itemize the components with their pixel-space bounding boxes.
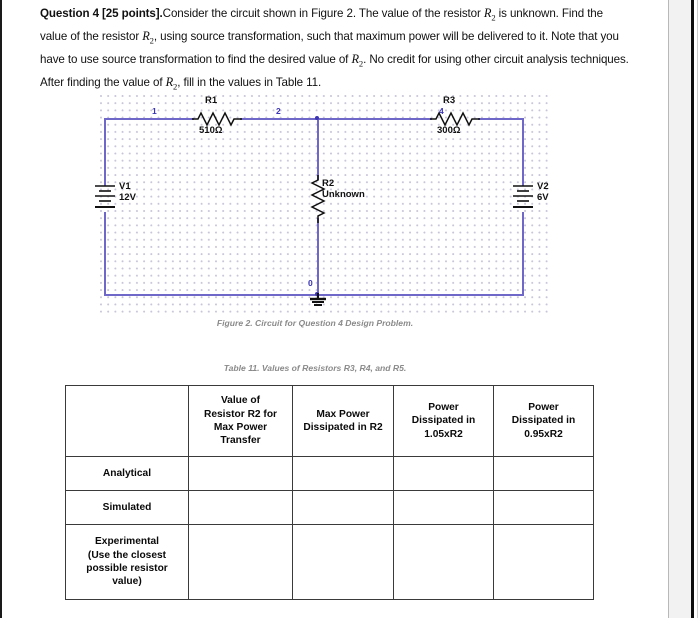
cell-experimental-value-r2[interactable]	[189, 525, 293, 600]
page-border-far-right	[697, 0, 698, 618]
cell-analytical-power-095[interactable]	[494, 457, 594, 491]
variable-r2-4: $R_2$	[165, 75, 178, 92]
question-body-4: . No credit for using other circuit analysis techniques. After finding the value of	[40, 53, 629, 90]
question-paragraph	[40, 4, 630, 96]
resistor-r3-name: R3	[443, 95, 456, 106]
header-line: Power	[428, 401, 459, 413]
header-line: Value of	[220, 395, 261, 407]
wire-middle-lower	[317, 218, 319, 296]
cell-simulated-power-095[interactable]	[494, 491, 594, 525]
table-corner-cell	[66, 386, 189, 457]
node-label-4: 4	[439, 106, 444, 116]
variable-r2-2: $R_2$	[142, 29, 154, 46]
row-label-line: value)	[112, 576, 142, 588]
cell-analytical-power-105[interactable]	[394, 457, 494, 491]
voltage-source-v1-symbol	[92, 183, 118, 215]
table-row	[66, 491, 594, 525]
wire-left-upper	[104, 118, 106, 186]
question-heading: Question 4 [25 points].	[40, 7, 163, 20]
cell-simulated-max-power[interactable]	[293, 491, 394, 525]
cell-experimental-max-power[interactable]	[293, 525, 394, 600]
table-header-power-095	[494, 386, 594, 457]
wire-top-right	[478, 118, 524, 120]
question-body-3: , using source transformation, such that maximum power will be delivered to it. Note that you have to use source transformation to find the desired value of	[40, 30, 619, 67]
row-label-line: possible resistor	[86, 563, 168, 574]
table-row	[66, 457, 594, 491]
question-body-2: is unknown. Find the value of the resistor	[40, 7, 604, 44]
voltage-source-v2-name: V2	[537, 181, 549, 192]
table-header-power-105	[394, 386, 494, 457]
header-line: Dissipated in	[411, 415, 476, 427]
row-label-line: Simulated	[102, 501, 152, 513]
page-border-right	[691, 0, 694, 618]
header-line: Dissipated in R2	[303, 422, 383, 433]
page-gutter	[669, 0, 691, 618]
header-line: 1.05xR2	[424, 428, 463, 440]
cell-experimental-power-095[interactable]	[494, 525, 594, 600]
row-label-analytical	[66, 457, 189, 491]
row-label-line: Analytical	[102, 467, 152, 479]
header-line: Max Power	[213, 422, 268, 433]
wire-top-left	[104, 118, 194, 120]
node-label-2: 2	[276, 106, 281, 116]
header-line: Max Power	[316, 408, 370, 420]
table-caption: Table 11. Values of Resistors R3, R4, and R5.	[223, 363, 407, 373]
resistor-r1-value: 510Ω	[199, 125, 223, 136]
row-label-line: Experimental	[95, 536, 159, 548]
voltage-source-v1-name: V1	[119, 181, 131, 192]
header-line: Power	[528, 401, 559, 413]
figure-caption: Figure 2. Circuit for Question 4 Design Problem.	[216, 318, 414, 328]
cell-analytical-max-power[interactable]	[293, 457, 394, 491]
cell-experimental-power-105[interactable]	[394, 525, 494, 600]
row-label-simulated	[66, 491, 189, 525]
variable-r2-3: $R_2$	[351, 52, 364, 69]
cell-analytical-value-r2[interactable]	[189, 457, 293, 491]
table-header-max-power	[293, 386, 394, 457]
cell-simulated-value-r2[interactable]	[189, 491, 293, 525]
junction-node-2	[315, 116, 319, 120]
wire-top-mid-left	[240, 118, 318, 120]
resistor-r2-name: R2	[322, 178, 335, 189]
ground-symbol	[306, 293, 330, 311]
results-table	[65, 385, 594, 600]
table-row	[66, 525, 594, 600]
header-line: 0.95xR2	[524, 428, 563, 440]
row-label-experimental	[66, 525, 189, 600]
resistor-r2-value: Unknown	[322, 189, 365, 200]
wire-middle-upper	[317, 118, 319, 180]
variable-r2-1: $R_2$	[483, 6, 496, 23]
wire-right-upper	[522, 118, 524, 186]
table-header-value-r2	[189, 386, 293, 457]
row-label-line: (Use the closest	[87, 549, 167, 561]
resistor-r1-name: R1	[205, 95, 218, 106]
header-line: Resistor R2 for	[203, 408, 278, 420]
cell-simulated-power-105[interactable]	[394, 491, 494, 525]
header-line: Dissipated in	[511, 415, 576, 427]
wire-left-lower	[104, 212, 106, 296]
voltage-source-v2-symbol	[510, 183, 536, 215]
results-table-wrapper	[65, 385, 594, 600]
question-body-5: , fill in the values in Table 11.	[177, 76, 322, 90]
resistor-r3-value: 300Ω	[437, 125, 461, 136]
voltage-source-v2-value: 6V	[537, 192, 549, 203]
wire-top-mid-right	[318, 118, 432, 120]
circuit-schematic	[100, 95, 552, 313]
node-label-0: 0	[308, 278, 313, 288]
wire-right-lower	[522, 212, 524, 296]
voltage-source-v1-value: 12V	[119, 192, 136, 203]
node-label-1: 1	[152, 106, 157, 116]
question-body-1: Consider the circuit shown in Figure 2. The value of the resistor	[162, 7, 484, 20]
table-header-row	[66, 386, 594, 457]
header-line: Transfer	[220, 435, 261, 447]
